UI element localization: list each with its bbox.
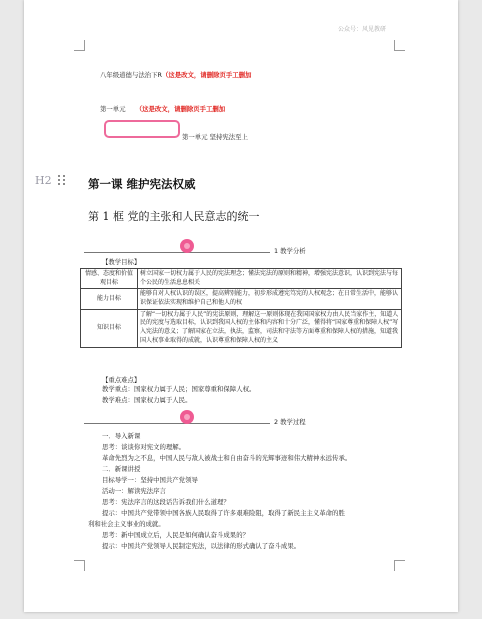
goals-row-text: 树立国家一切权力属于人民的宪法理念；懂法宪法的原则和精神，增强宪法意识，认识到宪法与每个公民的生活息息相关 bbox=[138, 269, 402, 289]
difficult-point: 教学难点：国家权力属于人民。 bbox=[102, 396, 192, 404]
process-line: 利和社会主义事业的成就。 bbox=[88, 520, 165, 528]
header-note: 公众号：风见教研 bbox=[338, 26, 387, 33]
unit-title[interactable]: 第一单元 坚持宪法至上 bbox=[182, 133, 248, 141]
title-line-glyph: R bbox=[157, 71, 162, 79]
goals-row-text: 了解“一切权力属于人民”的宪法原则，理解这一原则体现在我国国家权力由人民当家作主，知道人民的宪度与选取目标，认识到我国人权的主体和内容和十分广泛，懂得将“国家尊重和保障人权”写入宪法的意义；了解国家在立法，执法，监察，司法和守法等方面尊重和保障人权的措施，知道我国人权事业取得的成就，认识尊重和保障人权的主义 bbox=[138, 309, 402, 347]
table-row bbox=[81, 309, 402, 347]
key-points-heading: 【重点难点】 bbox=[102, 376, 141, 384]
process-line: 二．新课讲授 bbox=[102, 465, 141, 473]
document-page bbox=[24, 0, 458, 612]
section-1-label: 1 教学分析 bbox=[274, 247, 306, 255]
margin-corner-bottom-left bbox=[74, 560, 85, 571]
goals-row-label: 能力目标 bbox=[81, 289, 138, 309]
process-line: 思考：谈谈你对宪文的理解。 bbox=[102, 443, 186, 451]
table-row bbox=[81, 269, 402, 289]
goals-row-label: 情感、态度和价值观目标 bbox=[81, 269, 138, 289]
margin-corner-top-right bbox=[394, 40, 405, 51]
key-point: 教学重点：国家权力属于人民；国家尊重和保障人权。 bbox=[102, 385, 256, 393]
title-line-prefix: 八年级道德与法治下 bbox=[100, 71, 158, 79]
lesson-heading[interactable]: 第一课 维护宪法权威 bbox=[88, 177, 196, 191]
goals-table bbox=[80, 268, 402, 348]
section-2-circle-icon bbox=[180, 410, 194, 424]
process-line: 一．导入新课 bbox=[102, 432, 141, 440]
goals-heading: 【教学目标】 bbox=[102, 258, 141, 266]
heading-level-marker: H2 bbox=[35, 174, 52, 187]
goals-row-label: 知识目标 bbox=[81, 309, 138, 347]
title-line[interactable] bbox=[100, 72, 251, 78]
goals-row-text: 能够自对人权认识的误区，提高辨别能力，初步形成遵宪笃宪的人权观念；在日常生活中，能够认识保证依法实现和维护自己和他人的权 bbox=[138, 289, 402, 309]
unit-line-red-note: （这是改文，请删除页手工删加 bbox=[135, 105, 226, 113]
process-line: 思考：新中国成立后，人民是如何确认奋斗成果的？ bbox=[102, 531, 249, 539]
pink-textbox[interactable] bbox=[104, 120, 180, 138]
drag-handle-icon[interactable] bbox=[58, 175, 66, 187]
margin-corner-bottom-right bbox=[394, 560, 405, 571]
process-line: 活动一：解读宪法序言 bbox=[102, 487, 166, 495]
section-2-divider-line bbox=[84, 423, 270, 424]
process-line: 提示：中国共产党带领中国各族人民取得了许多艰难险阻，取得了新民主主义革命的胜 bbox=[102, 509, 345, 517]
process-line: 革命先烈为之不息，中国人民与敌人被战士和自由奋斗的光辉事迹和伟大精神永远传承。 bbox=[102, 454, 352, 462]
process-line: 目标导学一：坚持中国共产党领导 bbox=[102, 476, 198, 484]
margin-corner-top-left bbox=[74, 40, 85, 51]
table-row bbox=[81, 289, 402, 309]
section-1-circle-icon bbox=[180, 239, 194, 253]
unit-line-prefix: 第一单元 bbox=[100, 105, 126, 113]
unit-line[interactable] bbox=[100, 106, 225, 112]
section-1-divider-line bbox=[84, 252, 270, 253]
section-2-label: 2 教学过程 bbox=[274, 418, 306, 426]
title-line-red-note: （这是改文，请删除页手工删加 bbox=[161, 71, 252, 79]
process-line: 思考：宪法序言的这段话告诉我们什么道理？ bbox=[102, 498, 230, 506]
frame-heading[interactable]: 第 1 框 党的主张和人民意志的统一 bbox=[88, 210, 260, 223]
process-line: 提示：中国共产党领导人民制定宪法，以法律的形式确认了奋斗成果。 bbox=[102, 542, 301, 550]
